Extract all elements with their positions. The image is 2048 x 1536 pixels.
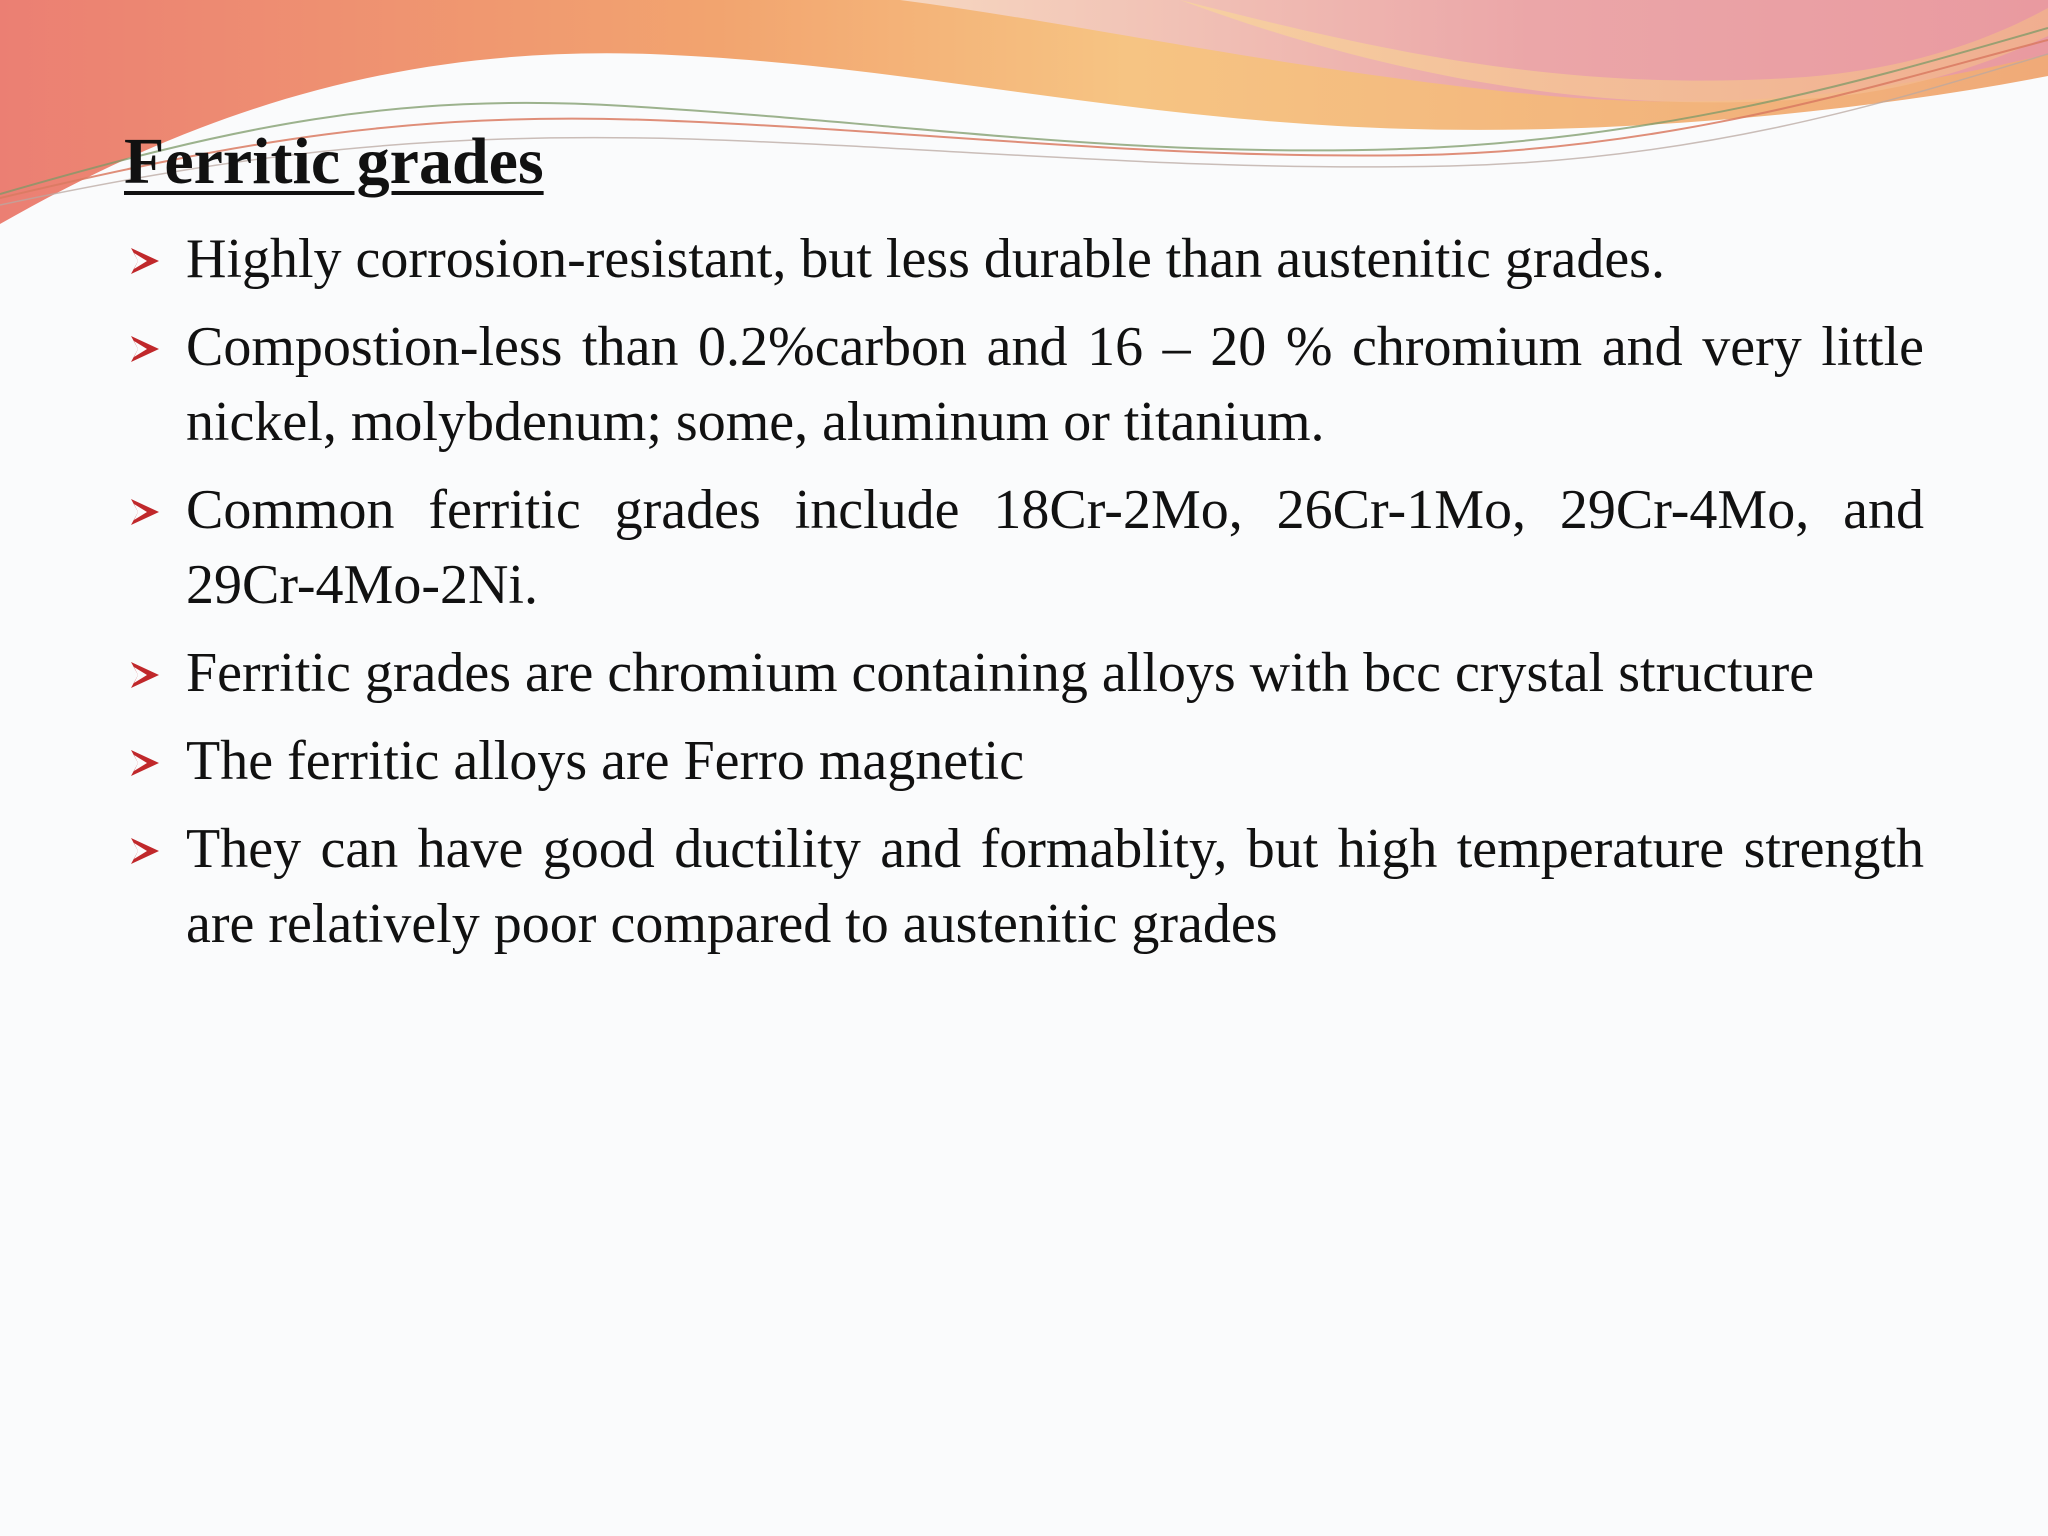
bullet-item-ductility	[124, 812, 1924, 962]
bullet-item-crystal-structure	[124, 636, 1924, 711]
bullet-item-corrosion-resistance	[124, 222, 1924, 297]
bullet-text-magnetic: The ferritic alloys are Ferro magnetic	[186, 730, 1025, 792]
bullet-text-common-grades: Common ferritic grades include 18Cr-2Mo, 26Cr-1Mo, 29Cr-4Mo, and 29Cr-4Mo-2Ni.	[186, 479, 1924, 616]
bullet-item-magnetic	[124, 724, 1924, 799]
bullet-text-corrosion-resistance: Highly corrosion-resistant, but less durable than austenitic grades.	[186, 228, 1665, 290]
arrowhead-bullet-icon	[128, 495, 162, 529]
bullet-list	[124, 222, 1924, 975]
arrowhead-bullet-icon	[128, 332, 162, 366]
arrowhead-bullet-icon	[128, 658, 162, 692]
arrowhead-bullet-icon	[128, 834, 162, 868]
bullet-item-common-grades	[124, 473, 1924, 623]
bullet-text-ductility: They can have good ductility and formablity, but high temperature strength are relatively poor compared to austenitic grades	[186, 818, 1924, 955]
arrowhead-bullet-icon	[128, 746, 162, 780]
bullet-text-crystal-structure: Ferritic grades are chromium containing alloys with bcc crystal structure	[186, 642, 1815, 704]
arrowhead-bullet-icon	[128, 244, 162, 278]
slide-title: Ferritic grades	[124, 125, 544, 198]
bullet-text-composition: Compostion-less than 0.2%carbon and 16 – 20 % chromium and very little nickel, molybdenum; some, aluminum or titanium.	[186, 316, 1924, 453]
bullet-item-composition	[124, 310, 1924, 460]
